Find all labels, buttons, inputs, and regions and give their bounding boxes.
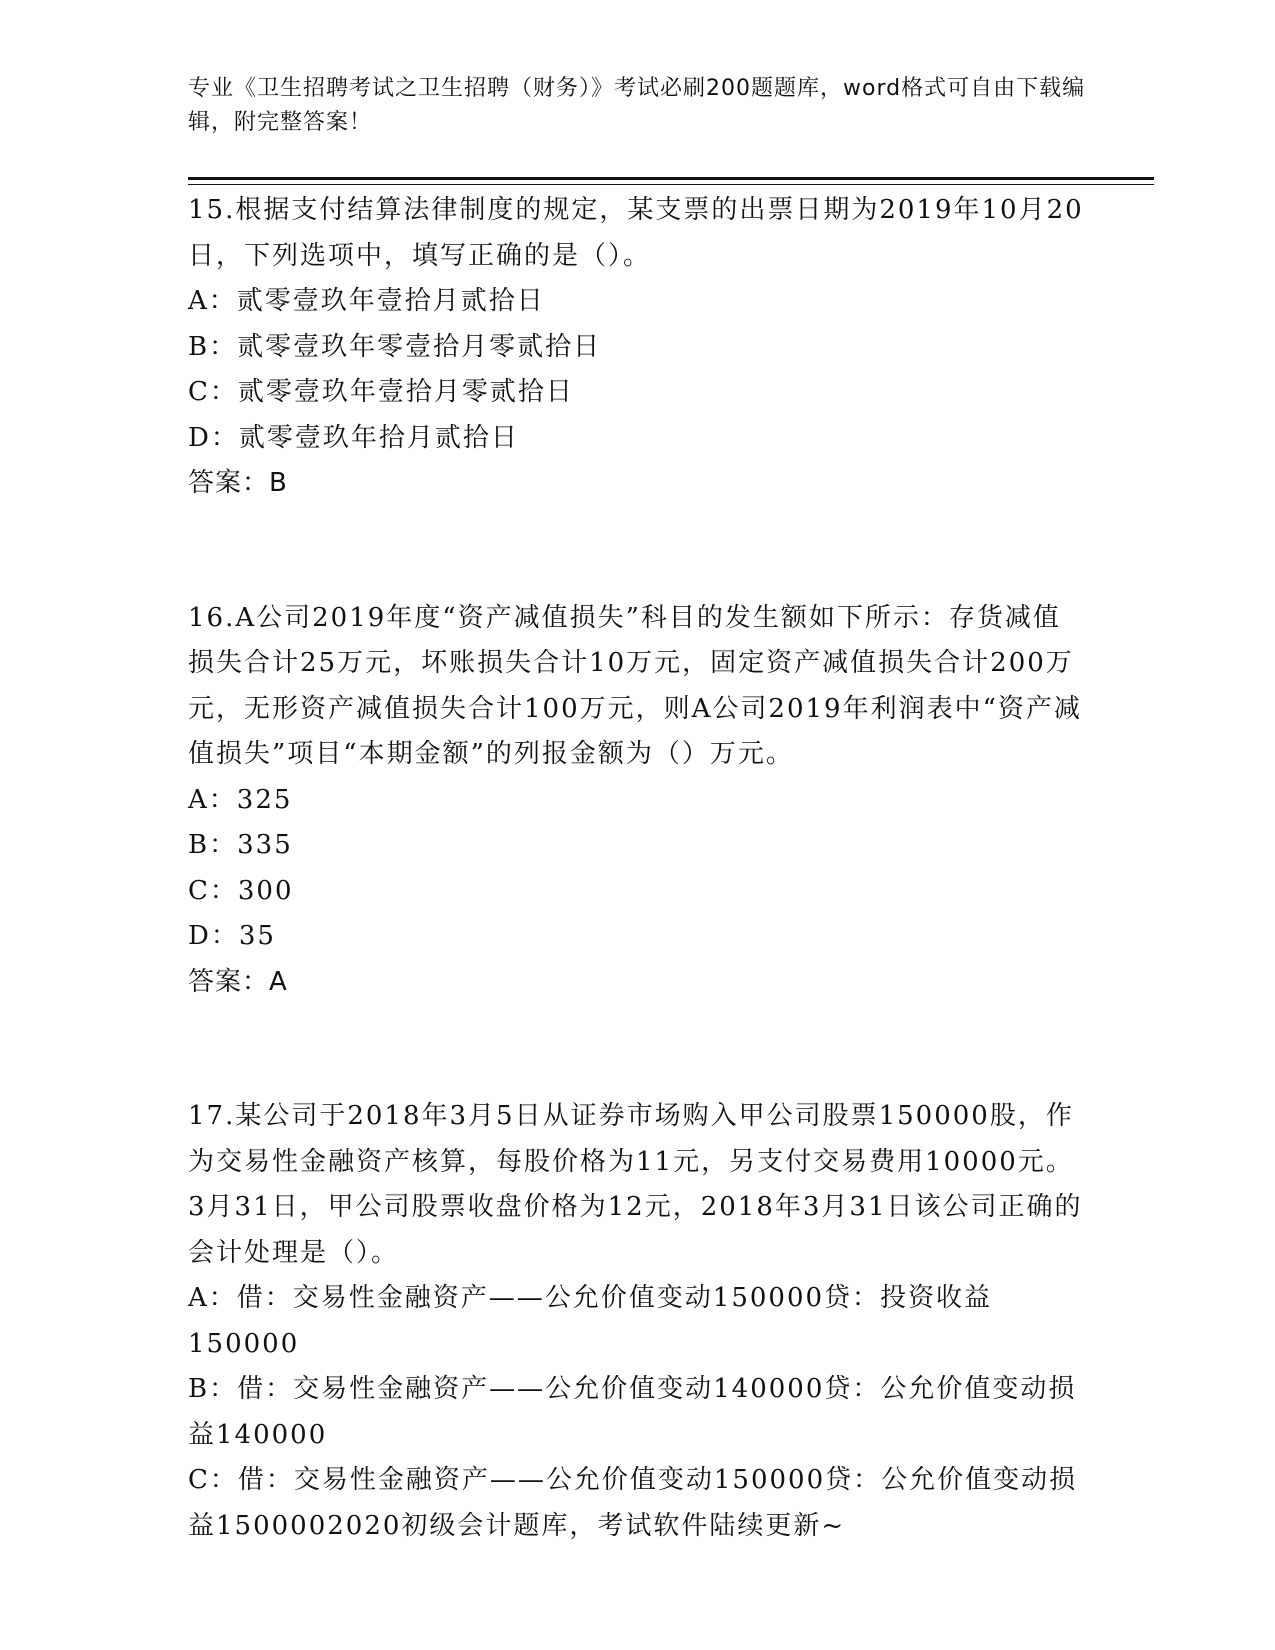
question-list [188, 188, 1088, 1549]
question-stem: 16.A公司2019年度“资产减值损失”科目的发生额如下所示：存货减值损失合计25万元，坏账损失合计10万元，固定资产减值损失合计200万元，无形资产减值损失合计100万元，则A公司2019年利润表中“资产减值损失”项目“本期金额”的列报金额为（）万元。 [188, 602, 1082, 769]
question-stem: 17.某公司于2018年3月5日从证券市场购入甲公司股票150000股，作为交易性金融资产核算，每股价格为11元，另支付交易费用10000元。3月31日，甲公司股票收盘价格为12元，2018年3月31日该公司正确的会计处理是（）。 [188, 1101, 1083, 1268]
option-a: A：贰零壹玖年壹拾月贰拾日 [188, 286, 545, 316]
option-b: B：借：交易性金融资产——公允价值变动140000贷：公允价值变动损益140000 [188, 1374, 1077, 1450]
option-b: B：335 [188, 830, 293, 860]
header-text: 专业《卫生招聘考试之卫生招聘（财务）》考试必刷200题题库，word格式可自由下载编辑，附完整答案！ [188, 76, 1086, 135]
question-17 [188, 1094, 1088, 1549]
answer-line: 答案：B [188, 468, 288, 498]
question-spacer [188, 507, 1088, 596]
option-c: C：300 [188, 875, 294, 906]
question-16 [188, 596, 1088, 1006]
option-a: A：借：交易性金融资产——公允价值变动150000贷：投资收益150000 [188, 1283, 993, 1359]
option-a: A：325 [188, 784, 293, 815]
option-c: C：借：交易性金融资产——公允价值变动150000贷：公允价值变动损益1500002020初级会计题库，考试软件陆续更新~ [188, 1465, 1078, 1541]
option-d: D：贰零壹玖年拾月贰拾日 [188, 422, 519, 453]
answer-line: 答案：A [188, 966, 288, 997]
question-spacer [188, 1005, 1088, 1094]
option-c: C：贰零壹玖年壹拾月零贰拾日 [188, 377, 574, 407]
document-header [188, 72, 1088, 140]
question-15 [188, 188, 1088, 507]
option-d: D：35 [188, 921, 276, 951]
header-divider-thick [188, 177, 1154, 180]
question-stem: 15.根据支付结算法律制度的规定，某支票的出票日期为2019年10月20日，下列选项中，填写正确的是（）。 [188, 195, 1084, 271]
header-divider-thin [188, 184, 1154, 185]
option-b: B：贰零壹玖年零壹拾月零贰拾日 [188, 331, 602, 362]
